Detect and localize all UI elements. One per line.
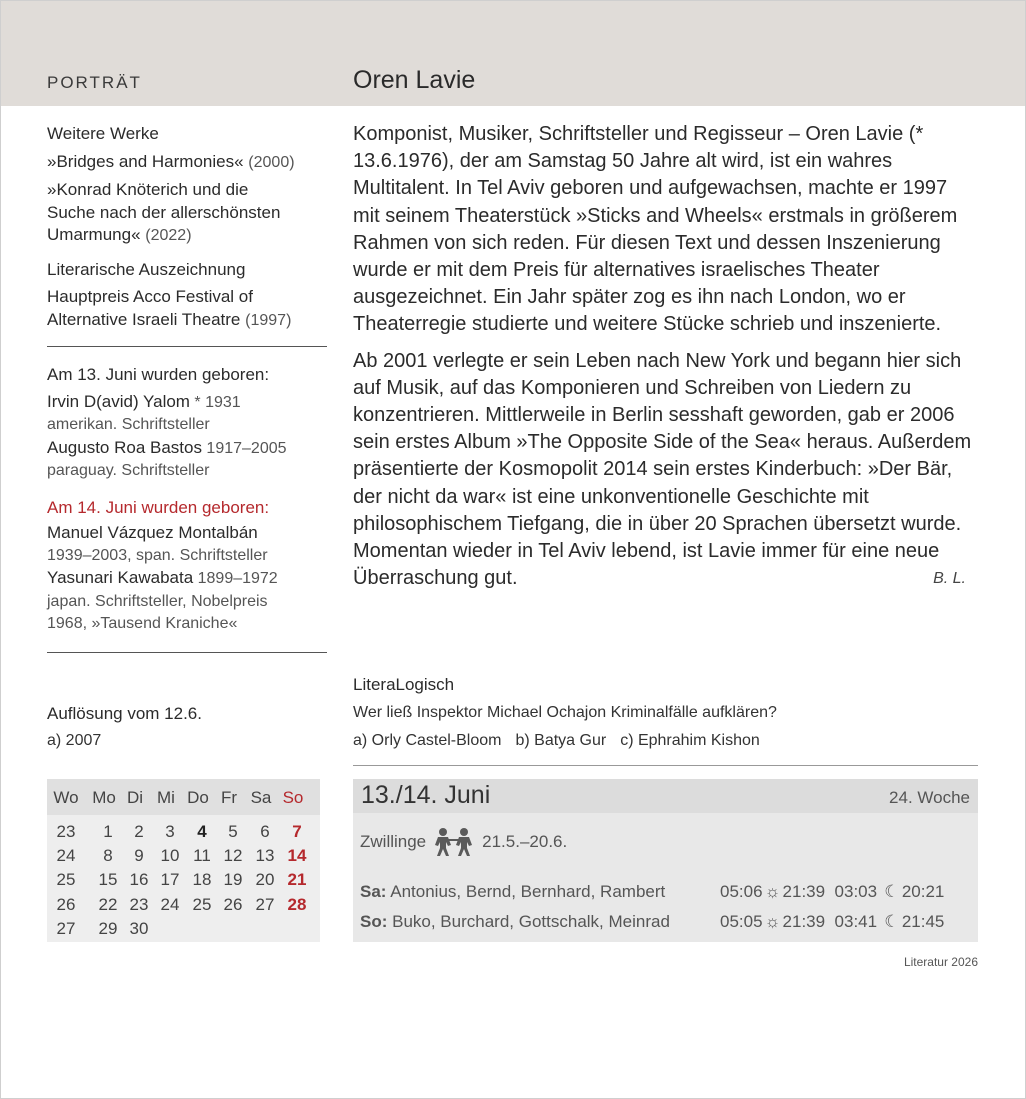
mini-calendar <box>47 779 320 942</box>
solution-value: a) 2007 <box>47 732 102 749</box>
birthdays-section <box>47 364 327 636</box>
calendar-day: 13 <box>255 846 275 866</box>
article-paragraph: Komponist, Musiker, Schriftsteller und Regisseur – Oren Lavie (* 13.6.1976), der am Samstag 50 Jahre alt wird, ist ein wahres Multitalent. In Tel Aviv geboren und aufgewachsen, machte er 1997 mit seinem Theaterstück »Sticks and Wheels« erstmals in größerem Rahmen von sich reden. Für diesen Text und dessen Inszenierung wurde er mit dem Preis für alternatives israelisches Theater ausgezeichnet. Ein Jahr später zog es ihn nach London, wo er Theaterregie studierte und weitere Stücke schrieb und inszenierte. <box>353 123 958 336</box>
work-item-line: Umarmung« (2022) <box>47 225 192 244</box>
article-body <box>353 121 978 592</box>
born14-heading: Am 14. Juni wurden geboren: <box>47 497 270 517</box>
section-label: PORTRÄT <box>47 73 142 92</box>
calendar-day: 4 <box>197 822 207 841</box>
week-number-cell: 27 <box>56 918 76 938</box>
week-number-cell: 24 <box>56 846 76 866</box>
quiz-option-a: a) Orly Castel-Bloom <box>353 732 502 749</box>
weekday-header: Do <box>187 788 209 807</box>
calendar-day: 9 <box>134 846 144 866</box>
award-line: Alternative Israeli Theatre (1997) <box>47 309 292 329</box>
person-row: Manuel Vázquez Montalbán <box>47 523 258 542</box>
calendar-day: 12 <box>223 846 243 866</box>
quiz-option-c: c) Ephrahim Kishon <box>620 732 760 749</box>
divider <box>47 652 327 653</box>
quiz-heading: LiteraLogisch <box>353 675 455 694</box>
divider <box>47 346 327 347</box>
calendar-day: 23 <box>129 894 149 914</box>
sunday-row: So: Buko, Burchard, Gottschalk, Meinrad 05:05 ☼ 21:39 03:41 ☾ 21:45 <box>360 912 945 931</box>
quiz-option-b: b) Batya Gur <box>515 732 607 749</box>
weekday-header: Fr <box>220 788 238 807</box>
person-row: Augusto Roa Bastos 1917–2005 <box>47 437 287 457</box>
week-number-cell: 26 <box>56 894 76 914</box>
week-label: Wo <box>53 788 79 807</box>
week-number-cell: 25 <box>56 870 76 890</box>
week-number: 24. Woche <box>889 788 970 807</box>
zodiac-row <box>360 827 567 857</box>
footer-label: Literatur 2026 <box>903 955 978 969</box>
article-paragraph: Ab 2001 verlegte er sein Leben nach New York und begann hier sich auf Musik, auf das Komponieren und Schreiben von Liedern zu konzentrieren. Mittlerweile in Berlin sesshaft geworden, gab er 2006 sein erstes Album »The Opposite Side of the Sea« heraus. Außerdem präsentierte der Kosmopolit 2014 sein erstes Kinderbuch: »Der Bär, der nicht da war« ist eine unkonventionelle Geschichte mit philosophischem Tiefgang, die in über 20 Sprachen übersetzt wurde. Momentan wieder in Tel Aviv lebend, ist Lavie immer für eine neue Überraschung gut. B. L. <box>353 348 978 593</box>
work-item: »Bridges and Harmonies« (2000) <box>47 151 295 171</box>
sun-icon: ☼ <box>764 882 781 901</box>
work-item-line: Suche nach der allerschönsten <box>47 202 281 222</box>
person-desc: 1939–2003, span. Schriftsteller <box>47 546 268 564</box>
saturday-row: Sa: Antonius, Bernd, Bernhard, Rambert 05:06 ☼ 21:39 03:03 ☾ 20:21 <box>360 882 945 901</box>
person-desc: paraguay. Schriftsteller <box>47 462 210 479</box>
calendar-day: 24 <box>160 894 180 914</box>
calendar-day: 16 <box>129 870 149 890</box>
quiz-question: Wer ließ Inspektor Michael Ochajon Kriminalfälle aufklären? <box>353 704 777 721</box>
calendar-day: 27 <box>255 894 275 914</box>
header-band <box>1 1 1025 106</box>
calendar-day: 28 <box>287 894 307 914</box>
born13-heading: Am 13. Juni wurden geboren: <box>47 365 270 384</box>
zodiac-range: 21.5.–20.6. <box>482 832 568 851</box>
weekday-header: Di <box>126 788 144 807</box>
work-item-line: »Konrad Knöterich und die <box>47 180 249 199</box>
author-initials: B. L. <box>933 570 966 588</box>
moon-icon: ☾ <box>884 912 900 931</box>
week-number-cell: 23 <box>56 822 76 841</box>
calendar-day: 20 <box>255 870 275 890</box>
calendar-day: 7 <box>292 822 302 841</box>
weekday-header: Mi <box>157 788 175 807</box>
calendar-day: 18 <box>192 870 212 890</box>
page-title: Oren Lavie <box>353 66 476 94</box>
date-title: 13./14. Juni <box>361 781 491 809</box>
calendar-day: 29 <box>98 918 118 938</box>
moon-icon: ☾ <box>884 882 900 901</box>
weekday-header: Sa <box>250 788 272 807</box>
works-heading: Weitere Werke <box>47 124 159 143</box>
calendar-day: 26 <box>223 894 243 914</box>
zodiac-name: Zwillinge <box>360 832 427 851</box>
calendar-day: 17 <box>160 870 180 890</box>
calendar-day: 19 <box>223 870 243 890</box>
award-heading: Literarische Auszeichnung <box>47 259 246 279</box>
solution-heading: Auflösung vom 12.6. <box>47 704 202 723</box>
award-line: Hauptpreis Acco Festival of <box>47 287 253 306</box>
calendar-day: 8 <box>103 846 113 866</box>
calendar-day: 25 <box>192 894 212 914</box>
calendar-day: 2 <box>134 822 144 841</box>
calendar-day: 15 <box>98 870 118 890</box>
calendar-day: 6 <box>260 822 270 841</box>
person-desc: amerikan. Schriftsteller <box>47 416 210 433</box>
sun-icon: ☼ <box>764 912 781 931</box>
person-desc: japan. Schriftsteller, Nobelpreis <box>47 592 268 610</box>
sunday-times: 05:05 ☼ 21:39 03:41 ☾ 21:45 <box>720 912 945 931</box>
calendar-day: 10 <box>160 846 180 866</box>
saturday-times: 05:06 ☼ 21:39 03:03 ☾ 20:21 <box>720 882 945 901</box>
quiz-options <box>353 732 774 750</box>
calendar-day: 1 <box>103 822 113 841</box>
calendar-day: 3 <box>165 822 175 841</box>
calendar-day: 11 <box>193 846 211 866</box>
gemini-twins-icon <box>432 827 476 857</box>
calendar-day: 30 <box>129 918 149 938</box>
divider <box>353 765 978 766</box>
person-row: Irvin D(avid) Yalom * 1931 <box>47 391 241 411</box>
weekday-header: Mo <box>92 788 116 807</box>
person-desc: 1968, »Tausend Kraniche« <box>47 615 238 632</box>
calendar-day: 21 <box>287 870 307 890</box>
calendar-day: 14 <box>287 846 307 866</box>
calendar-day: 22 <box>98 894 118 914</box>
date-panel <box>353 779 978 942</box>
calendar-day: 5 <box>228 822 238 841</box>
person-row: Yasunari Kawabata 1899–1972 <box>47 568 278 587</box>
works-section <box>47 123 327 332</box>
weekday-header: So <box>282 788 304 807</box>
